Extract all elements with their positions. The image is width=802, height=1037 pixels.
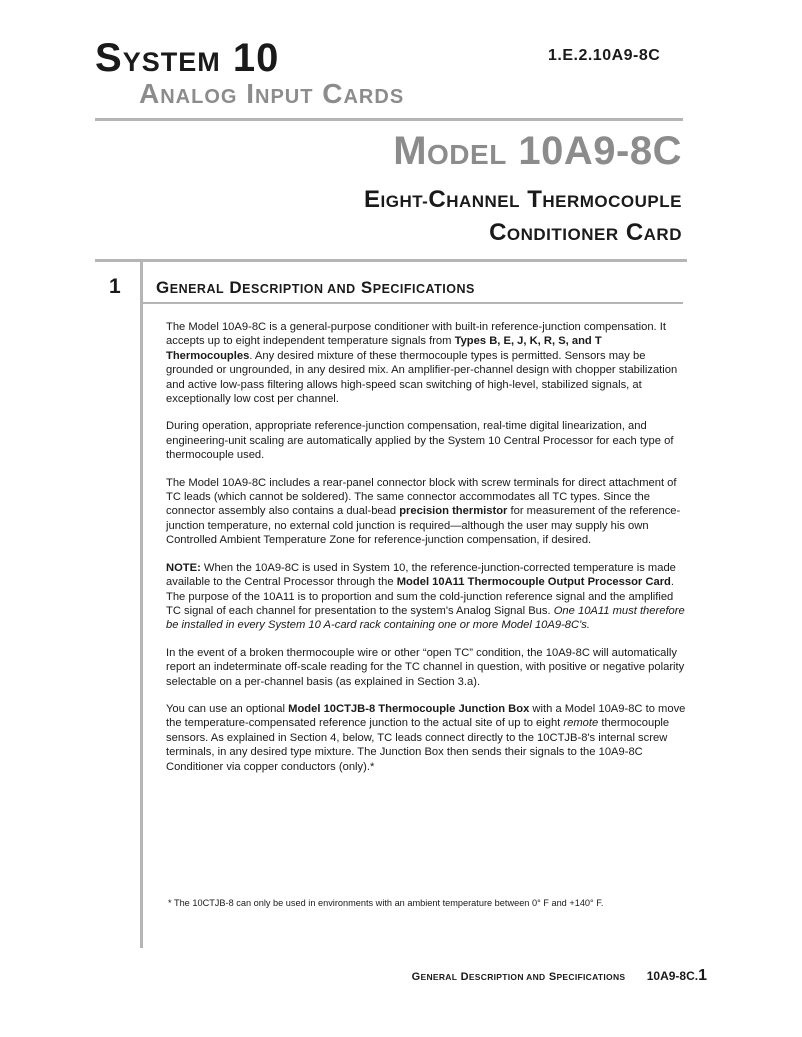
footer-rest: ENERAL	[420, 972, 458, 982]
ct-rest: ARD	[643, 225, 682, 244]
document-code: 1.E.2.10A9-8C	[548, 47, 661, 64]
sub-title-cap-1: A	[139, 78, 161, 109]
bold-run: Model 10A11 Thermocouple Output Processor Card	[396, 576, 671, 589]
sec-rest: PECIFICATIONS	[372, 282, 475, 296]
sub-title-rest-1: NALOG	[160, 86, 238, 108]
text-run: . Any desired mixture of these thermocouple types is permitted. Sensors may be grounded or ungrounded, in any desired mix. An amplifier-per-channel design with chopper stabilization and active low-pass filtering allows high-speed scan switching of high-level, stabilized signals, at exceptionally low cost per channel.	[166, 349, 678, 406]
footer-cap: G	[411, 971, 421, 983]
page-footer	[412, 967, 707, 985]
text-run: . The purpose of the 10A11 is to proportion and sum the cold-junction reference signal and the amplified TC signal of each channel for presentation to the system's Analog Signal Bus.	[166, 576, 674, 617]
system-title	[95, 36, 279, 84]
footer-cap: S	[548, 971, 557, 983]
model-cap: M	[393, 129, 428, 173]
model-title	[393, 129, 682, 174]
system-title-cap: S	[95, 36, 123, 80]
sec-cap: S	[360, 278, 373, 297]
card-title-line-2	[364, 217, 682, 250]
section-number: 1	[109, 275, 121, 298]
card-title	[364, 184, 682, 250]
italic-run: remote	[563, 717, 599, 730]
note-label: NOTE:	[166, 561, 201, 574]
paragraph-4	[166, 561, 686, 633]
ct-cap: C	[625, 219, 644, 246]
ct-cap: E	[363, 186, 381, 213]
ct-cap: T	[527, 186, 543, 213]
ct-cap: C	[489, 219, 507, 246]
section-vertical-rule	[140, 262, 143, 948]
bold-run: Types B, E, J, K, R, S, and T Thermocouples	[166, 335, 602, 362]
sec-rest: ENERAL	[169, 282, 225, 296]
sec-cap: G	[156, 278, 170, 297]
section-title-underline	[143, 302, 683, 304]
paragraph-6	[166, 702, 686, 774]
page-prefix: 10A9-8C.	[646, 969, 699, 983]
bold-run: precision thermistor	[399, 505, 508, 518]
text-run: with a Model 10A9-8C to move the temperature-compensated reference junction to the actual site of up to eight	[166, 702, 686, 730]
italic-run: One 10A11 must therefore be installed in every System 10 A-card rack containing one or more Model 10A9-8C's.	[166, 604, 685, 632]
page-label	[647, 969, 707, 983]
sec-rest: ESCRIPTION AND	[242, 282, 356, 296]
system-number: 10	[232, 36, 280, 80]
text-run: for measurement of the reference-junction temperature, no external cold junction is required—although the user may supply his own Controlled Ambient Temperature Zone for reference-junction compensation, if desired.	[166, 505, 681, 547]
ct-cap: C	[428, 186, 447, 213]
section-title	[156, 278, 475, 298]
footer-rest: PECIFICATIONS	[556, 972, 626, 982]
ct-rest: HERMOCOUPLE	[542, 192, 682, 211]
footer-cap: D	[460, 971, 469, 983]
model-number: 10A9-8C	[518, 129, 682, 173]
text-run: You can use an optional	[166, 702, 289, 715]
product-line-title	[139, 78, 404, 113]
body-text	[166, 320, 686, 787]
sec-cap: D	[229, 278, 243, 297]
card-title-line-1	[364, 184, 682, 217]
footnote: * The 10CTJB-8 can only be used in environments with an ambient temperature between 0° F and +140° F.	[168, 898, 604, 908]
paragraph-5: In the event of a broken thermocouple wire or other “open TC” condition, the 10A9-8C will automatically report an indeterminate off-scale reading for the TC channel in question, with positive or negative polarity selectable on a per-channel basis (as explained in Section 3.a).	[166, 646, 685, 688]
text-run: The Model 10A9-8C is a general-purpose conditioner with built-in reference-junction compensation. It accepts up to eight independent temperature signals from	[166, 321, 666, 348]
bold-run: Model 10CTJB-8 Thermocouple Junction Box	[288, 702, 530, 715]
model-rest: ODEL	[427, 139, 507, 170]
paragraph-1	[166, 320, 686, 406]
page-number: 1	[698, 967, 707, 984]
system-title-rest: YSTEM	[122, 47, 221, 77]
sub-title-cap-3: C	[322, 78, 344, 109]
paragraph-3	[166, 476, 686, 548]
sub-title-rest-3: ARDS	[343, 86, 405, 108]
text-run: thermocouple sensors. As explained in Section 4, below, TC leads connect directly to the 10CTJB-8's internal screw terminals, in any desired type mixture. The Junction Box then sends their signals to the 10A9-8C Conditioner via copper conductors (only).*	[166, 717, 670, 773]
section-divider	[95, 259, 687, 262]
header-divider	[95, 118, 683, 121]
ct-rest: HANNEL	[446, 192, 521, 211]
sub-title-rest-2: NPUT	[255, 86, 314, 108]
sub-title-cap-2: I	[246, 78, 256, 109]
footer-rest: ESCRIPTION AND	[468, 972, 546, 982]
text-run: When the 10A9-8C is used in System 10, the reference-junction-corrected temperature is made available to the Central Processor through the	[166, 561, 676, 589]
ct-rest: ONDITIONER	[506, 225, 619, 244]
footer-section-title	[412, 971, 629, 983]
text-run: The Model 10A9-8C includes a rear-panel connector block with screw terminals for direct attachment of TC leads (which cannot be soldered). The same connector accommodates all TC types. Since the connector assembly also contains a dual-bead	[166, 476, 677, 518]
ct-rest: IGHT-	[380, 192, 429, 211]
paragraph-2: During operation, appropriate reference-junction compensation, real-time digital linearization, and engineering-unit scaling are automatically applied by the System 10 Central Processor for each type of thermocouple used.	[166, 420, 674, 462]
